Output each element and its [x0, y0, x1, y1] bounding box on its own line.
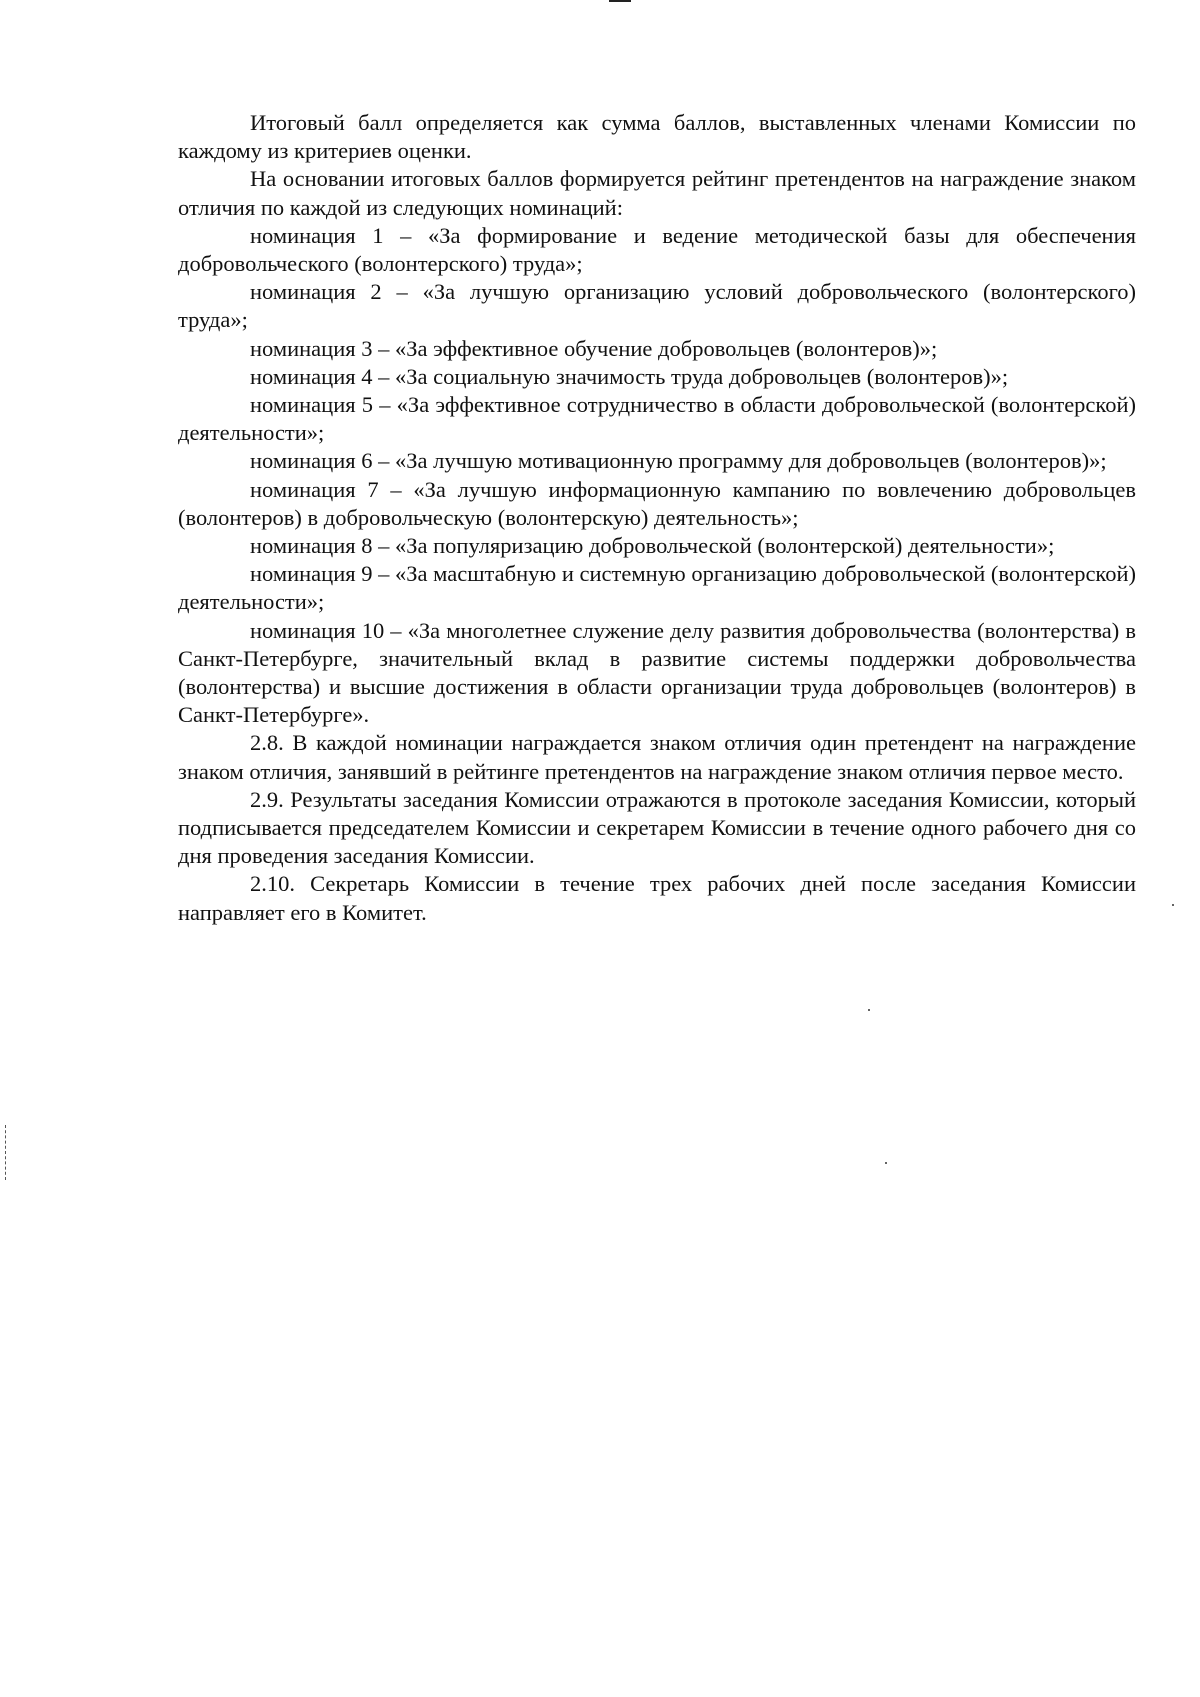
nomination-5: номинация 5 – «За эффективное сотрудничество в области добровольческой (волонтерской) деятельности»; — [178, 392, 1136, 446]
nomination-1: номинация 1 – «За формирование и ведение методической базы для обеспечения добровольческого (волонтерского) труда»; — [178, 222, 1136, 277]
scan-speck — [868, 1009, 870, 1011]
nomination-9: номинация 9 – «За масштабную и системную организацию добровольческой (волонтерской) деятельности»; — [178, 561, 1136, 615]
nomination-4: номинация 4 – «За социальную значимость труда добровольцев (волонтеров)»; — [250, 363, 1009, 389]
clause-2-10: 2.10. Секретарь Комиссии в течение трех рабочих дней после заседания Комиссии направляет его в Комитет. — [178, 871, 1136, 925]
scan-edge-mark — [5, 1125, 7, 1180]
clause-2-9: 2.9. Результаты заседания Комиссии отражаются в протоколе заседания Комиссии, который подписывается председателем Комиссии и секретарем Комиссии в течение одного рабочего дня со дня проведения заседания Комиссии. — [178, 786, 1136, 869]
nomination-6: номинация 6 – «За лучшую мотивационную программу для добровольцев (волонтеров)»; — [250, 448, 1107, 474]
nomination-10: номинация 10 – «За многолетнее служение делу развития добровольчества (волонтерства) в Санкт-Петербурге, значительный вклад в развитие системы поддержки добровольчества (волонтерства) и высшие достижения в области организации труда добровольцев (волонтеров) в Санкт-Петербурге». — [178, 617, 1136, 728]
nomination-8: номинация 8 – «За популяризацию добровольческой (волонтерской) деятельности»; — [250, 533, 1055, 559]
clause-2-8: 2.8. В каждой номинации награждается знаком отличия один претендент на награждение знаком отличия, занявший в рейтинге претендентов на награждение знаком отличия первое место. — [178, 730, 1136, 784]
scan-top-mark — [609, 0, 631, 2]
scan-speck — [885, 1162, 887, 1164]
document-body — [178, 109, 1136, 927]
nomination-3: номинация 3 – «За эффективное обучение добровольцев (волонтеров)»; — [250, 335, 938, 361]
scan-speck — [1172, 904, 1174, 906]
paragraph-rating-intro: На основании итоговых баллов формируется рейтинг претендентов на награждение знаком отличия по каждой из следующих номинаций: — [178, 166, 1136, 220]
nomination-2: номинация 2 – «За лучшую организацию условий добровольческого (волонтерского) труда»; — [178, 279, 1136, 333]
nomination-7: номинация 7 – «За лучшую информационную кампанию по вовлечению добровольцев (волонтеров) в добровольческую (волонтерскую) деятельность»; — [178, 476, 1136, 530]
paragraph-total-score: Итоговый балл определяется как сумма баллов, выставленных членами Комиссии по каждому из критериев оценки. — [178, 110, 1136, 164]
